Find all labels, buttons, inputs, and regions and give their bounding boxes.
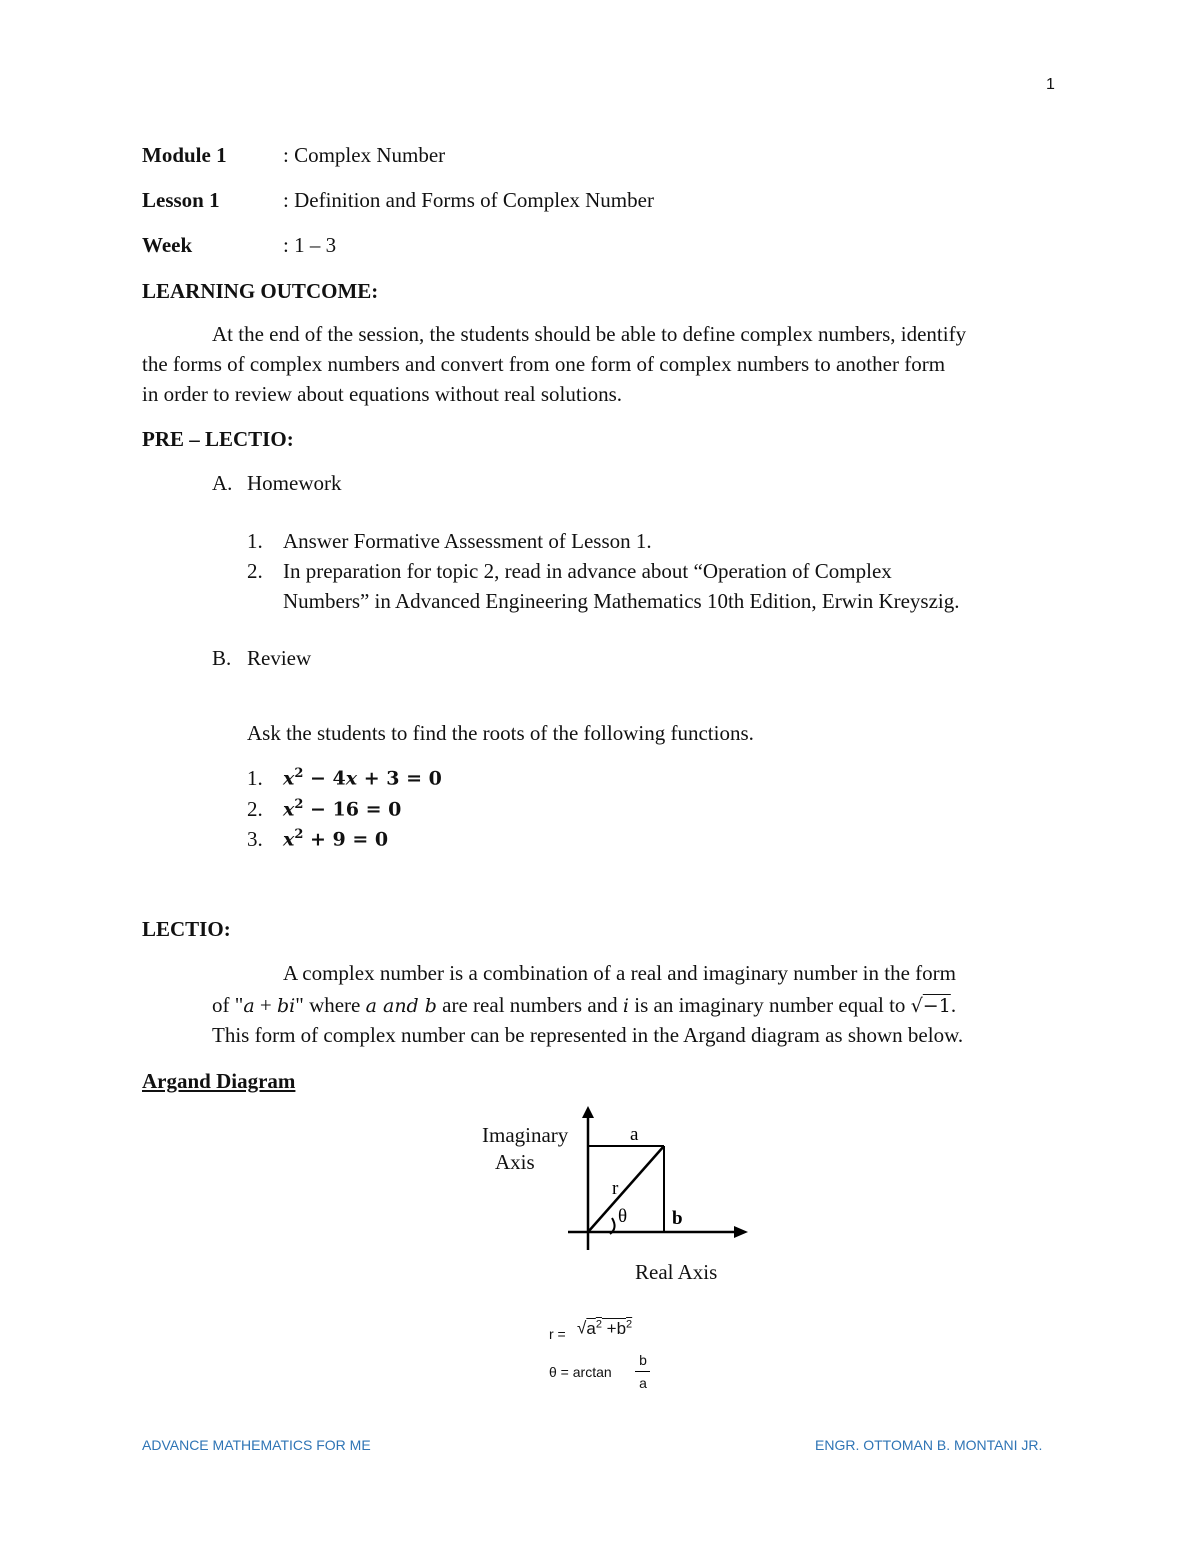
fraction-numerator: b — [639, 1352, 647, 1368]
a-label: a — [630, 1124, 639, 1145]
hw2-number: 2. — [247, 559, 263, 583]
imaginary-axis-arrow — [582, 1106, 594, 1118]
b-label: b — [672, 1208, 683, 1229]
argand-diagram — [560, 1100, 760, 1260]
equation-3: $x^2 + 9 = 0$ — [283, 827, 389, 851]
imaginary-axis-label: Axis — [495, 1150, 535, 1174]
review-intro: Ask the students to find the roots of the following functions. — [247, 721, 754, 745]
equation-1: $x^2 - 4x + 3 = 0$ — [283, 766, 442, 790]
hw2-line-1: In preparation for topic 2, read in advance about “Operation of Complex — [283, 559, 892, 583]
review-marker: B. — [212, 646, 232, 670]
imaginary-label: Imaginary — [482, 1123, 569, 1147]
homework-label: Homework — [247, 471, 342, 495]
argand-heading: Argand Diagram — [142, 1069, 296, 1093]
pre-lectio-heading: PRE – LECTIO: — [142, 427, 294, 451]
footer-right: ENGR. OTTOMAN B. MONTANI JR. — [815, 1437, 1043, 1453]
module-label: Module 1 — [142, 143, 227, 167]
lesson-label: Lesson 1 — [142, 188, 220, 212]
theta-formula-lhs: θ = arctan — [549, 1364, 612, 1380]
real-axis-label: Real Axis — [635, 1260, 718, 1284]
hw2-line-2: Numbers” in Advanced Engineering Mathematics 10th Edition, Erwin Kreyszig. — [283, 589, 960, 613]
lectio-line-3: This form of complex number can be represented in the Argand diagram as shown below. — [212, 1023, 964, 1047]
lesson-value: : Definition and Forms of Complex Number — [283, 188, 654, 212]
r-formula-rhs: $√a^2 +b^2$ — [577, 1318, 633, 1338]
footer-left: ADVANCE MATHEMATICS FOR ME — [142, 1437, 371, 1453]
learning-outcome-heading: LEARNING OUTCOME: — [142, 279, 379, 303]
review-label: Review — [247, 646, 312, 670]
eq2-number: 2. — [247, 797, 263, 821]
homework-marker: A. — [212, 471, 233, 495]
week-value: : 1 – 3 — [283, 233, 337, 257]
lectio-line-2: of "a + bi" where a and b are real numbers and i is an imaginary number equal to √−1. — [212, 993, 957, 1017]
theta-label: θ — [618, 1206, 628, 1227]
outcome-line-1: At the end of the session, the students should be able to define complex numbers, identify — [212, 322, 967, 346]
lectio-heading: LECTIO: — [142, 917, 231, 941]
module-value: : Complex Number — [283, 143, 446, 167]
fraction-bar — [635, 1371, 650, 1372]
fraction-denominator: a — [639, 1375, 647, 1391]
eq3-number: 3. — [247, 827, 263, 851]
equation-2: $x^2 - 16 = 0$ — [283, 797, 402, 821]
real-axis-arrow — [734, 1226, 748, 1238]
week-label: Week — [142, 233, 193, 257]
page-number: 1 — [1046, 76, 1055, 93]
eq1-number: 1. — [247, 766, 263, 790]
hw1-number: 1. — [247, 529, 263, 553]
r-formula-lhs: r = — [549, 1326, 566, 1342]
r-label: r — [612, 1178, 619, 1199]
outcome-line-2: the forms of complex numbers and convert from one form of complex numbers to another form — [142, 352, 946, 376]
lectio-line-1: A complex number is a combination of a real and imaginary number in the form — [283, 961, 956, 985]
hw1-text: Answer Formative Assessment of Lesson 1. — [283, 529, 652, 553]
outcome-line-3: in order to review about equations without real solutions. — [142, 382, 622, 406]
